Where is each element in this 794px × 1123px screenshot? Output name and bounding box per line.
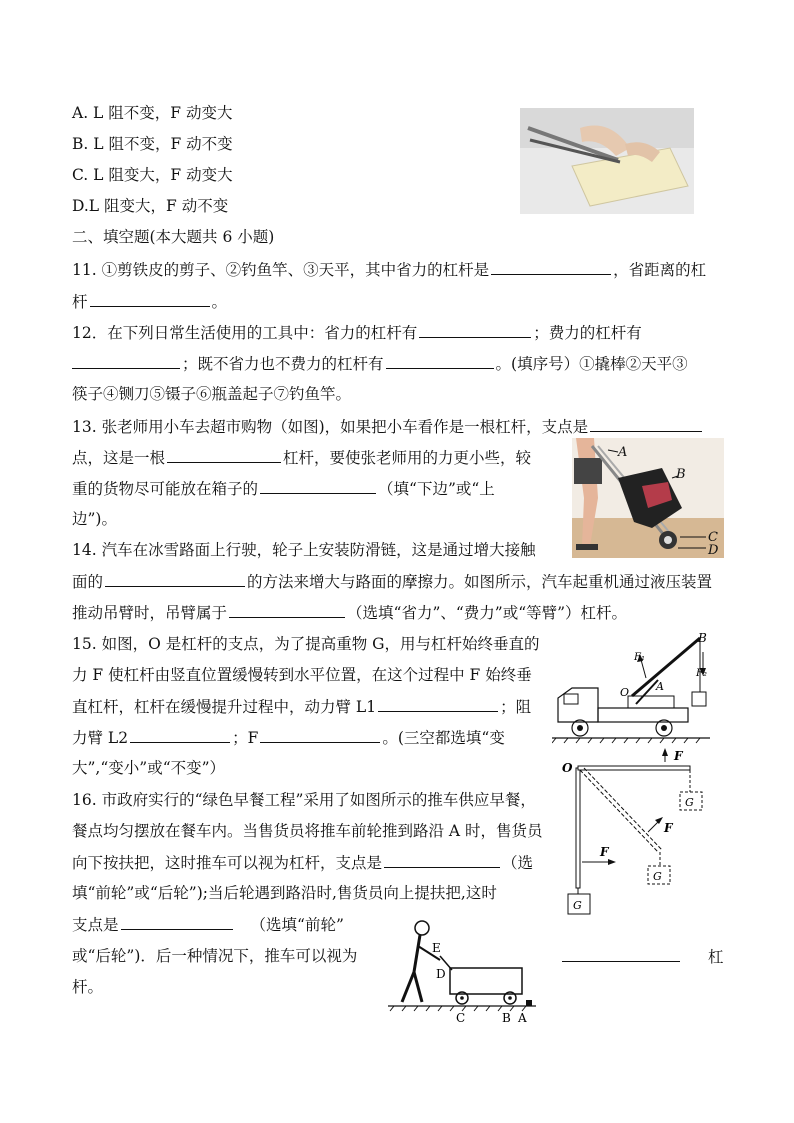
cart-figure	[386, 916, 538, 1024]
q14-text: 面的	[72, 573, 104, 591]
label-d: D	[708, 543, 719, 558]
label-e: E	[432, 941, 441, 955]
answer-blank[interactable]	[562, 946, 680, 962]
label-f: F	[600, 845, 609, 859]
section-title: 二、填空题(本大题共 6 小题)	[72, 228, 275, 246]
q15-line1: 15. 如图，O 是杠杆的支点，为了提高重物 G，用与杠杆始终垂直的	[72, 635, 540, 653]
answer-blank[interactable]	[90, 291, 210, 307]
label-g: G	[573, 899, 582, 912]
answer-blank[interactable]	[121, 914, 233, 930]
q13-text: 13. 张老师用小车去超市购物（如图)，如果把小车看作是一根杠杆，支点是	[72, 418, 589, 436]
q12-line3: 筷子④铡刀⑤镊子⑥瓶盖起子⑦钓鱼竿。	[72, 385, 352, 403]
q12-text: ；费力的杠杆有	[533, 324, 642, 342]
label-c: C	[456, 1011, 466, 1024]
crane-figure	[552, 632, 710, 744]
q14-line3	[72, 602, 627, 623]
label-f: F	[664, 821, 673, 835]
answer-blank[interactable]	[72, 353, 180, 369]
q15-text: 。(三空都选填“变	[382, 729, 505, 747]
q16-line1: 16. 市政府实行的“绿色早餐工程”采用了如图所示的推车供应早餐，	[72, 791, 536, 809]
q15-line4	[72, 727, 505, 748]
lever-figure	[560, 748, 712, 918]
q16-text: （选填“前轮”	[250, 916, 344, 934]
option-a: A. L 阻不变，F 动变大	[72, 104, 233, 122]
label-g: G	[653, 870, 662, 883]
q12-text: 12．在下列日常生活使用的工具中：省力的杠杆有	[72, 324, 418, 342]
q13-text: 点，这是一根	[72, 449, 166, 467]
q11-text: 。	[211, 293, 228, 311]
q16-line4: 填“前轮”或“后轮”);当后轮遇到路沿时,售货员向上提扶把,这时	[72, 884, 497, 902]
q12-line1	[72, 322, 642, 343]
answer-blank[interactable]	[491, 259, 611, 275]
q16-line3	[72, 852, 533, 873]
label-o: O	[562, 761, 573, 775]
q14-text: （选填“省力”、“费力”或“等臂”）杠杆。	[347, 604, 628, 622]
answer-blank[interactable]	[130, 727, 230, 743]
q15-text: ；阻	[500, 698, 532, 716]
label-c: C	[708, 530, 718, 545]
q15-text: 力臂 L2	[72, 729, 129, 747]
answer-blank[interactable]	[229, 602, 345, 618]
q16-line7: 杆。	[72, 978, 104, 996]
answer-blank[interactable]	[386, 353, 494, 369]
q16-line6a: 或“后轮”)．后一种情况下，推车可以视为	[72, 947, 358, 965]
q15-text: ；F	[232, 729, 259, 747]
q13-line2	[72, 447, 531, 468]
q11-text: 11. ①剪铁皮的剪子、②钓鱼竿、③天平，其中省力的杠杆是	[72, 261, 490, 279]
q15-line5: 大”,“变小”或“不变”）	[72, 759, 226, 777]
q13-text: （填“下边”或“上	[378, 480, 495, 498]
q11-text: 杆	[72, 293, 88, 311]
q16-line5	[72, 914, 344, 935]
q11-text: ，省距离的杠	[613, 261, 707, 279]
q14-text: 的方法来增大与路面的摩擦力。如图所示，汽车起重机通过液压装置	[247, 573, 713, 591]
q11-line2	[72, 291, 227, 312]
option-c: C. L 阻变大，F 动变大	[72, 166, 233, 184]
label-g: G	[685, 796, 694, 809]
answer-blank[interactable]	[260, 727, 380, 743]
answer-blank[interactable]	[590, 416, 702, 432]
answer-blank[interactable]	[419, 322, 531, 338]
label-b: B	[698, 632, 707, 645]
label-a: A	[518, 1011, 527, 1024]
q14-text: 推动吊臂时，吊臂属于	[72, 604, 228, 622]
q14-line2	[72, 571, 712, 592]
q16-text: （选	[502, 854, 534, 872]
scissors-photo	[520, 108, 694, 214]
q13-line3	[72, 478, 495, 499]
option-d: D.L 阻变大，F 动不变	[72, 197, 229, 215]
label-f: F	[674, 749, 683, 763]
q15-line3	[72, 696, 531, 717]
q11-line1	[72, 259, 706, 280]
answer-blank[interactable]	[384, 852, 500, 868]
q12-text: 。(填序号）①撬棒②天平③	[495, 355, 688, 373]
q12-line2	[72, 353, 688, 374]
label-a: A	[618, 445, 628, 460]
answer-blank[interactable]	[378, 696, 498, 712]
trolley-figure	[572, 438, 724, 558]
q16-text: 支点是	[72, 916, 119, 934]
answer-blank[interactable]	[167, 447, 281, 463]
q13-text: 杠杆，要使张老师用的力更小些，较	[283, 449, 532, 467]
label-b: B	[502, 1011, 511, 1024]
answer-blank[interactable]	[105, 571, 245, 587]
option-b: B. L 阻不变，F 动不变	[72, 135, 233, 153]
label-f2: F₂	[696, 668, 707, 679]
label-o: O	[620, 686, 630, 699]
q13-line1	[72, 416, 704, 437]
answer-blank[interactable]	[260, 478, 376, 494]
q15-line2: 力 F 使杠杆由竖直位置缓慢转到水平位置，在这个过程中 F 始终垂	[72, 666, 532, 684]
q16-line6b	[562, 946, 724, 967]
q15-text: 直杠杆，杠杆在缓慢提升过程中，动力臂 L1	[72, 698, 377, 716]
q13-line4: 边”)。	[72, 510, 117, 528]
label-b: B	[676, 467, 686, 482]
label-d: D	[436, 967, 446, 981]
q12-text: ；既不省力也不费力的杠杆有	[182, 355, 384, 373]
label-f1: F₁	[634, 652, 645, 663]
q16-line2: 餐点均匀摆放在餐车内。当售货员将推车前轮推到路沿 A 时，售货员	[72, 822, 543, 840]
q16-text: 杠	[708, 948, 724, 966]
label-a: A	[656, 680, 664, 693]
q13-text: 重的货物尽可能放在箱子的	[72, 480, 259, 498]
q14-line1: 14. 汽车在冰雪路面上行驶，轮子上安装防滑链，这是通过增大接触	[72, 541, 536, 559]
q16-text: 向下按扶把，这时推车可以视为杠杆，支点是	[72, 854, 383, 872]
